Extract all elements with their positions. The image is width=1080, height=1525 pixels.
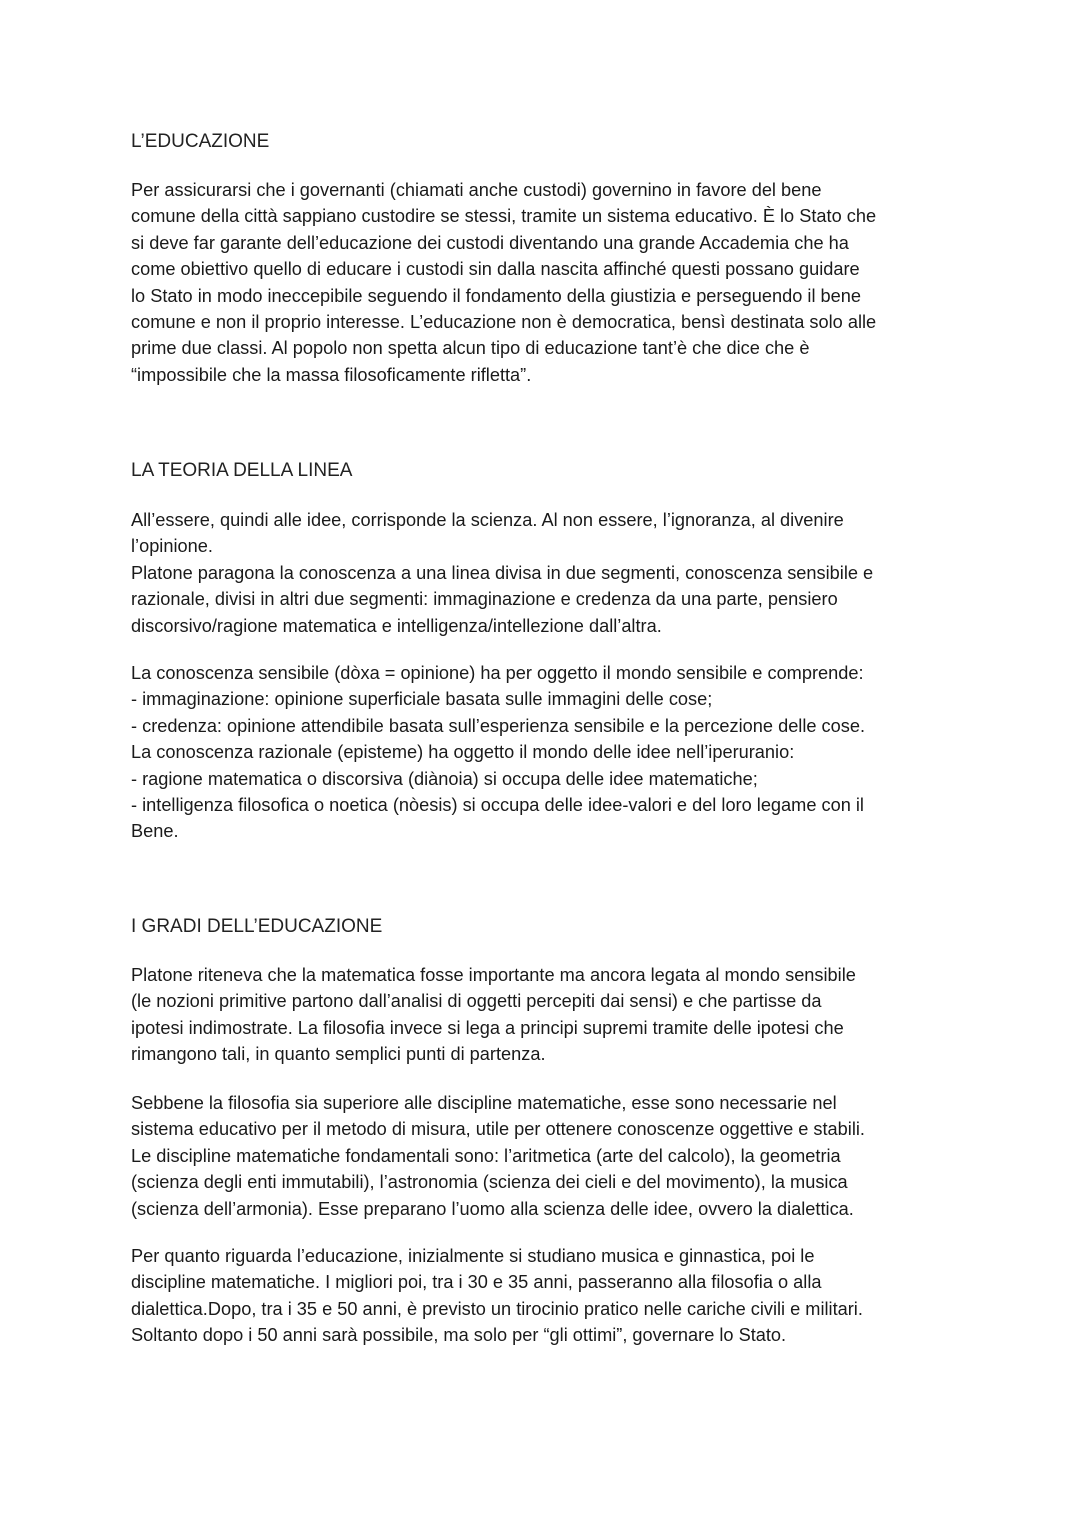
text-line: Per assicurarsi che i governanti (chiamati anche custodi) governino in favore del bene bbox=[131, 180, 822, 200]
text-line: discorsivo/ragione matematica e intelligenza/intellezione dall’altra. bbox=[131, 615, 662, 636]
section-heading-educazione: L’EDUCAZIONE bbox=[131, 131, 270, 152]
text-line: sistema educativo per il metodo di misura, utile per ottenere conoscenze oggettive e stabili. bbox=[131, 1119, 865, 1140]
text-line: Le discipline matematiche fondamentali sono: l’aritmetica (arte del calcolo), la geometria bbox=[131, 1145, 841, 1166]
list-item: - intelligenza filosofica o noetica (nòesis) si occupa delle idee-valori e del loro legame con il bbox=[131, 794, 864, 815]
section-heading-teoria-linea: LA TEORIA DELLA LINEA bbox=[131, 460, 353, 481]
text-line: razionale, divisi in altri due segmenti: immaginazione e credenza da una parte, pensiero bbox=[131, 589, 838, 610]
list-item: - credenza: opinione attendibile basata sull’esperienza sensibile e la percezione delle cose. bbox=[131, 715, 866, 736]
text-line: La conoscenza sensibile (dòxa = opinione) ha per oggetto il mondo sensibile e comprende: bbox=[131, 663, 864, 683]
list-item: - ragione matematica o discorsiva (diànoia) si occupa delle idee matematiche; bbox=[131, 768, 758, 789]
text-line: come obiettivo quello di educare i custodi sin dalla nascita affinché questi possano guidare bbox=[131, 259, 860, 280]
text-line: Platone riteneva che la matematica fosse importante ma ancora legata al mondo sensibile bbox=[131, 965, 856, 985]
text-line: si deve far garante dell’educazione dei custodi diventando una grande Accademia che ha bbox=[131, 232, 849, 253]
text-line: ipotesi indimostrate. La filosofia invece si lega a principi supremi tramite delle ipotesi che bbox=[131, 1017, 844, 1038]
text-line: (le nozioni primitive partono dall’analisi di oggetti percepiti dai sensi) e che partisse da bbox=[131, 991, 822, 1012]
paragraph-teoria-linea-2 bbox=[131, 660, 961, 845]
paragraph-gradi-3 bbox=[131, 1243, 961, 1349]
text-line: dialettica.Dopo, tra i 35 e 50 anni, è previsto un tirocinio pratico nelle cariche civili e militari. bbox=[131, 1298, 863, 1319]
text-line: l’opinione. bbox=[131, 536, 213, 557]
text-line: Bene. bbox=[131, 821, 179, 842]
text-line: comune della città sappiano custodire se stessi, tramite un sistema educativo. È lo Stato che bbox=[131, 206, 877, 227]
section-heading-gradi-educazione: I GRADI DELL’EDUCAZIONE bbox=[131, 916, 383, 937]
paragraph-educazione bbox=[131, 177, 961, 388]
text-line: La conoscenza razionale (episteme) ha oggetto il mondo delle idee nell’iperuranio: bbox=[131, 742, 795, 763]
text-line: prime due classi. Al popolo non spetta alcun tipo di educazione tant’è che dice che è bbox=[131, 338, 810, 359]
paragraph-gradi-2 bbox=[131, 1090, 961, 1222]
text-line: (scienza dell’armonia). Esse preparano l’uomo alla scienza delle idee, ovvero la dialettica. bbox=[131, 1198, 854, 1219]
text-line: discipline matematiche. I migliori poi, tra i 30 e 35 anni, passeranno alla filosofia o alla bbox=[131, 1272, 822, 1293]
text-line: Sebbene la filosofia sia superiore alle discipline matematiche, esse sono necessarie nel bbox=[131, 1093, 837, 1113]
text-line: lo Stato in modo ineccepibile seguendo il fondamento della giustizia e perseguendo il bene bbox=[131, 285, 862, 306]
text-line: rimangono tali, in quanto semplici punti di partenza. bbox=[131, 1044, 546, 1065]
text-line: (scienza degli enti immutabili), l’astronomia (scienza dei cieli e del movimento), la musica bbox=[131, 1172, 848, 1193]
paragraph-teoria-linea-1 bbox=[131, 507, 961, 639]
text-line: All’essere, quindi alle idee, corrisponde la scienza. Al non essere, l’ignoranza, al divenire bbox=[131, 510, 844, 530]
text-line: Platone paragona la conoscenza a una linea divisa in due segmenti, conoscenza sensibile e bbox=[131, 562, 874, 583]
text-line: Soltanto dopo i 50 anni sarà possibile, ma solo per “gli ottimi”, governare lo Stato. bbox=[131, 1325, 787, 1346]
list-item: - immaginazione: opinione superficiale basata sulle immagini delle cose; bbox=[131, 689, 713, 710]
text-line: Per quanto riguarda l’educazione, inizialmente si studiano musica e ginnastica, poi le bbox=[131, 1246, 815, 1266]
text-line: “impossibile che la massa filosoficamente rifletta”. bbox=[131, 364, 532, 385]
text-line: comune e non il proprio interesse. L’educazione non è democratica, bensì destinata solo alle bbox=[131, 311, 877, 332]
paragraph-gradi-1 bbox=[131, 962, 961, 1068]
